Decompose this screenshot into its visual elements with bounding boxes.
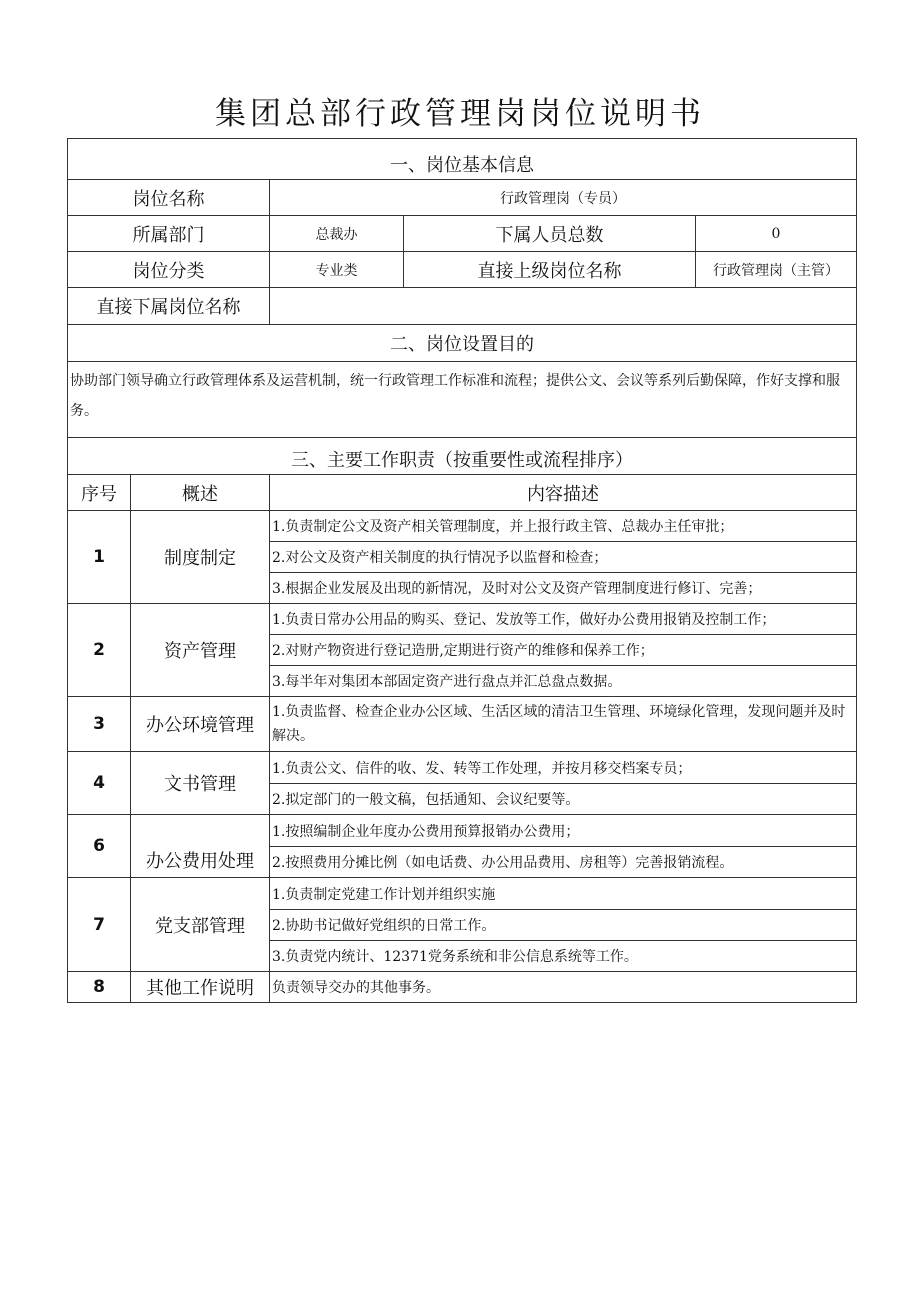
column-header-no: 序号 (68, 475, 131, 511)
duty-item: 1.负责日常办公用品的购买、登记、发放等工作，做好办公费用报销及控制工作； (270, 604, 857, 635)
column-header-description: 内容描述 (270, 475, 857, 511)
duty-summary: 资产管理 (131, 604, 270, 697)
value-department: 总裁办 (270, 216, 404, 252)
table-row (68, 511, 857, 542)
table-row (68, 815, 857, 847)
section-heading-basic-info: 一、岗位基本信息 (68, 139, 857, 180)
page-title: 集团总部行政管理岗岗位说明书 (215, 96, 705, 132)
duty-item: 1.负责公文、信件的收、发、转等工作处理，并按月移交档案专员； (270, 752, 857, 784)
value-subordinate-count: 0 (696, 216, 857, 252)
duty-item: 2.协助书记做好党组织的日常工作。 (270, 910, 857, 941)
label-subordinate-count: 下属人员总数 (404, 216, 696, 252)
table-row (68, 752, 857, 784)
duty-summary: 其他工作说明 (131, 972, 270, 1003)
section-heading-purpose: 二、岗位设置目的 (68, 325, 857, 362)
duty-number: 7 (68, 878, 131, 972)
table-row (68, 604, 857, 635)
duty-item: 3.负责党内统计、12371党务系统和非公信息系统等工作。 (270, 941, 857, 972)
job-description-table (67, 138, 857, 1003)
value-subordinate-positions (270, 288, 857, 325)
duty-number: 6 (68, 815, 131, 878)
duty-summary: 办公费用处理 (131, 815, 270, 878)
duty-item: 1.负责制定公文及资产相关管理制度，并上报行政主管、总裁办主任审批； (270, 511, 857, 542)
duty-number: 3 (68, 697, 131, 752)
duty-item: 1.负责监督、检查企业办公区域、生活区域的清洁卫生管理、环境绿化管理，发现问题并及时解决。 (270, 697, 857, 752)
duty-summary: 党支部管理 (131, 878, 270, 972)
label-subordinate-positions: 直接下属岗位名称 (68, 288, 270, 325)
duty-summary: 办公环境管理 (131, 697, 270, 752)
label-supervisor-position: 直接上级岗位名称 (404, 252, 696, 288)
column-header-summary: 概述 (131, 475, 270, 511)
duty-summary: 制度制定 (131, 511, 270, 604)
duty-item: 2.拟定部门的一般文稿，包括通知、会议纪要等。 (270, 784, 857, 815)
table-row (68, 697, 857, 752)
table-row (68, 972, 857, 1003)
value-position-name: 行政管理岗（专员） (270, 180, 857, 216)
duty-item: 1.按照编制企业年度办公费用预算报销办公费用； (270, 815, 857, 847)
duty-summary: 文书管理 (131, 752, 270, 815)
duty-item: 2.对公文及资产相关制度的执行情况予以监督和检查； (270, 542, 857, 573)
duty-item: 1.负责制定党建工作计划并组织实施 (270, 878, 857, 910)
purpose-text: 协助部门领导确立行政管理体系及运营机制，统一行政管理工作标准和流程；提供公文、会议等系列后勤保障，作好支撑和服务。 (68, 362, 857, 438)
value-supervisor-position: 行政管理岗（主管） (696, 252, 857, 288)
duty-item: 2.按照费用分摊比例（如电话费、办公用品费用、房租等）完善报销流程。 (270, 847, 857, 878)
duty-item: 3.根据企业发展及出现的新情况，及时对公文及资产管理制度进行修订、完善； (270, 573, 857, 604)
duty-item: 2.对财产物资进行登记造册,定期进行资产的维修和保养工作； (270, 635, 857, 666)
duty-number: 4 (68, 752, 131, 815)
label-category: 岗位分类 (68, 252, 270, 288)
value-category: 专业类 (270, 252, 404, 288)
table-row (68, 878, 857, 910)
duty-number: 8 (68, 972, 131, 1003)
duty-number: 2 (68, 604, 131, 697)
section-heading-duties: 三、主要工作职责（按重要性或流程排序） (68, 438, 857, 475)
label-department: 所属部门 (68, 216, 270, 252)
duty-item: 负责领导交办的其他事务。 (270, 972, 857, 1003)
duty-number: 1 (68, 511, 131, 604)
duty-item: 3.每半年对集团本部固定资产进行盘点并汇总盘点数据。 (270, 666, 857, 697)
label-position-name: 岗位名称 (68, 180, 270, 216)
